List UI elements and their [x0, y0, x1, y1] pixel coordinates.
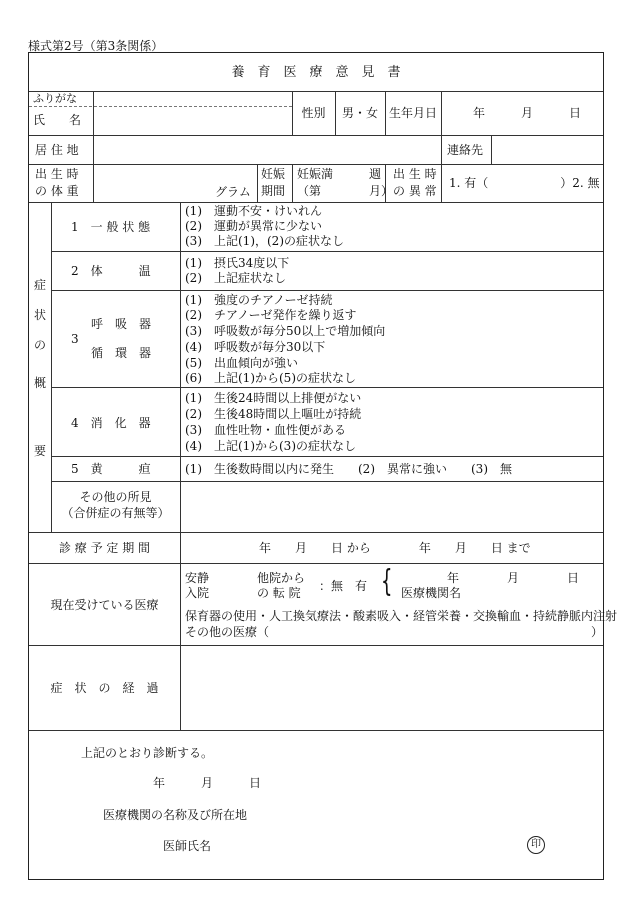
birth-abnormality-label: 出 生 時 — [393, 167, 437, 181]
side-label-char: 要 — [34, 444, 47, 458]
respiratory-item[interactable]: (6) 上記(1)から(5)の症状なし — [185, 371, 356, 385]
footer-date: 年 月 日 — [153, 776, 262, 790]
other-care-label: その他の医療（ — [185, 625, 270, 639]
respiratory-item[interactable]: (5) 出血傾向が強い — [185, 356, 298, 370]
line — [93, 91, 94, 202]
line — [29, 91, 603, 92]
line — [180, 202, 181, 730]
institution-label: 医療機関名 — [401, 586, 462, 600]
general-item[interactable]: (3) 上記(1)，(2)の症状なし — [185, 234, 344, 248]
respiratory-item[interactable]: (4) 呼吸数が毎分30以下 — [185, 340, 326, 354]
jaundice-label: 5 黄 疸 — [71, 462, 151, 476]
birth-weight-label: の 体 重 — [35, 184, 79, 198]
line — [51, 387, 603, 388]
contact-field[interactable] — [495, 139, 599, 161]
sex-value[interactable]: 男・女 — [341, 106, 378, 120]
presence-value[interactable]: ：無 有 — [319, 579, 368, 593]
line — [257, 164, 258, 202]
birth-day: 日 — [569, 106, 582, 120]
digestive-label: 4 消 化 器 — [71, 416, 151, 430]
gestation-label: 期間 — [261, 184, 286, 198]
digestive-item[interactable]: (1) 生後24時間以上排便がない — [185, 391, 362, 405]
transfer-label: の 転 院 — [257, 586, 301, 600]
line — [51, 202, 52, 532]
other-hospital-label: 他院から — [257, 571, 306, 585]
furigana-label: ふりがな — [33, 92, 77, 105]
respiratory-label: 呼 吸 器 — [91, 317, 152, 331]
line — [292, 164, 293, 202]
digestive-item[interactable]: (2) 生後48時間以上嘔吐が持続 — [185, 407, 362, 421]
side-label-char: の — [34, 338, 47, 352]
birth-month: 月 — [521, 106, 534, 120]
line — [29, 532, 603, 533]
rest-label: 安静 — [185, 571, 210, 585]
current-care-label: 現在受けている医療 — [50, 598, 159, 612]
diagnosis-statement: 上記のとおり診断する。 — [81, 746, 214, 760]
general-item[interactable]: (2) 運動が異常に少ない — [185, 219, 322, 233]
doctor-name-label: 医師氏名 — [163, 839, 212, 853]
care-date: 年 月 日 — [447, 571, 580, 585]
birth-year: 年 — [473, 106, 486, 120]
line — [491, 135, 492, 164]
line — [29, 645, 603, 646]
progress-field[interactable] — [185, 651, 599, 725]
birth-abnormality-label: の 異 常 — [393, 184, 437, 198]
name-field[interactable] — [97, 111, 287, 131]
line — [29, 164, 603, 165]
respiratory-number: 3 — [71, 332, 79, 346]
line — [441, 164, 442, 202]
birth-abnormality-value[interactable]: 1. 有（ ）2. 無 — [449, 176, 600, 190]
schedule-value[interactable]: 年 月 日 から 年 月 日 まで — [259, 541, 531, 555]
other-findings-label: （合併症の有無等） — [61, 506, 170, 520]
full-term-months: （第 月） — [297, 184, 394, 198]
form-title: 養 育 医 療 意 見 書 — [231, 65, 401, 80]
line — [441, 135, 442, 164]
side-label-char: 概 — [34, 376, 47, 390]
temperature-item[interactable]: (2) 上記症状なし — [185, 271, 286, 285]
line — [51, 251, 603, 252]
admission-label: 入院 — [185, 586, 210, 600]
procedures-list[interactable]: 保育器の使用・人工換気療法・酸素吸入・経管栄養・交換輸血・持続静脈内注射 — [185, 609, 618, 623]
general-item[interactable]: (1) 運動不安・けいれん — [185, 204, 322, 218]
gestation-label: 妊娠 — [261, 167, 286, 181]
progress-label: 症 状 の 経 過 — [50, 681, 159, 695]
brace: { — [381, 564, 393, 599]
jaundice-value[interactable]: (1) 生後数時間以内に発生 (2) 異常に強い (3) 無 — [185, 462, 512, 476]
seal-mark: 印 — [527, 836, 545, 854]
name-label: 氏 名 — [33, 113, 82, 127]
respiratory-item[interactable]: (1) 強度のチアノーゼ持続 — [185, 293, 333, 307]
address-field[interactable] — [97, 139, 437, 161]
general-state-label: 1 一 般 状 態 — [71, 220, 151, 234]
dashed-line — [29, 106, 292, 107]
digestive-item[interactable]: (4) 上記(1)から(3)の症状なし — [185, 439, 356, 453]
full-term-weeks: 妊娠満 週 — [297, 167, 382, 181]
temperature-label: 2 体 温 — [71, 264, 151, 278]
respiratory-item[interactable]: (2) チアノーゼ発作を繰り返す — [185, 308, 357, 322]
digestive-item[interactable]: (3) 血性吐物・血性便がある — [185, 423, 346, 437]
other-findings-field[interactable] — [185, 485, 599, 527]
other-care-close: ） — [591, 625, 604, 639]
sex-label: 性別 — [301, 106, 326, 120]
gram-unit: グラム — [215, 185, 251, 199]
line — [29, 730, 603, 731]
contact-label: 連絡先 — [447, 143, 484, 157]
temperature-item[interactable]: (1) 摂氏34度以下 — [185, 256, 290, 270]
schedule-label: 診 療 予 定 期 間 — [58, 541, 151, 555]
opinion-form — [28, 52, 618, 880]
line — [51, 290, 603, 291]
side-label-char: 症 — [34, 278, 47, 292]
line — [29, 135, 603, 136]
side-label-char: 状 — [34, 308, 47, 322]
circulatory-label: 循 環 器 — [91, 346, 152, 360]
other-findings-label: その他の所見 — [79, 490, 152, 504]
institution-name-label: 医療機関の名称及び所在地 — [103, 808, 248, 822]
line — [29, 563, 603, 564]
line — [441, 91, 442, 135]
address-label: 居 住 地 — [35, 143, 79, 157]
line — [51, 481, 603, 482]
line — [51, 456, 603, 457]
birth-weight-label: 出 生 時 — [35, 167, 79, 181]
birth-date-label: 生年月日 — [388, 106, 437, 120]
form-number: 様式第2号（第3条関係） — [28, 39, 164, 53]
respiratory-item[interactable]: (3) 呼吸数が毎分50以上で増加傾向 — [185, 324, 386, 338]
